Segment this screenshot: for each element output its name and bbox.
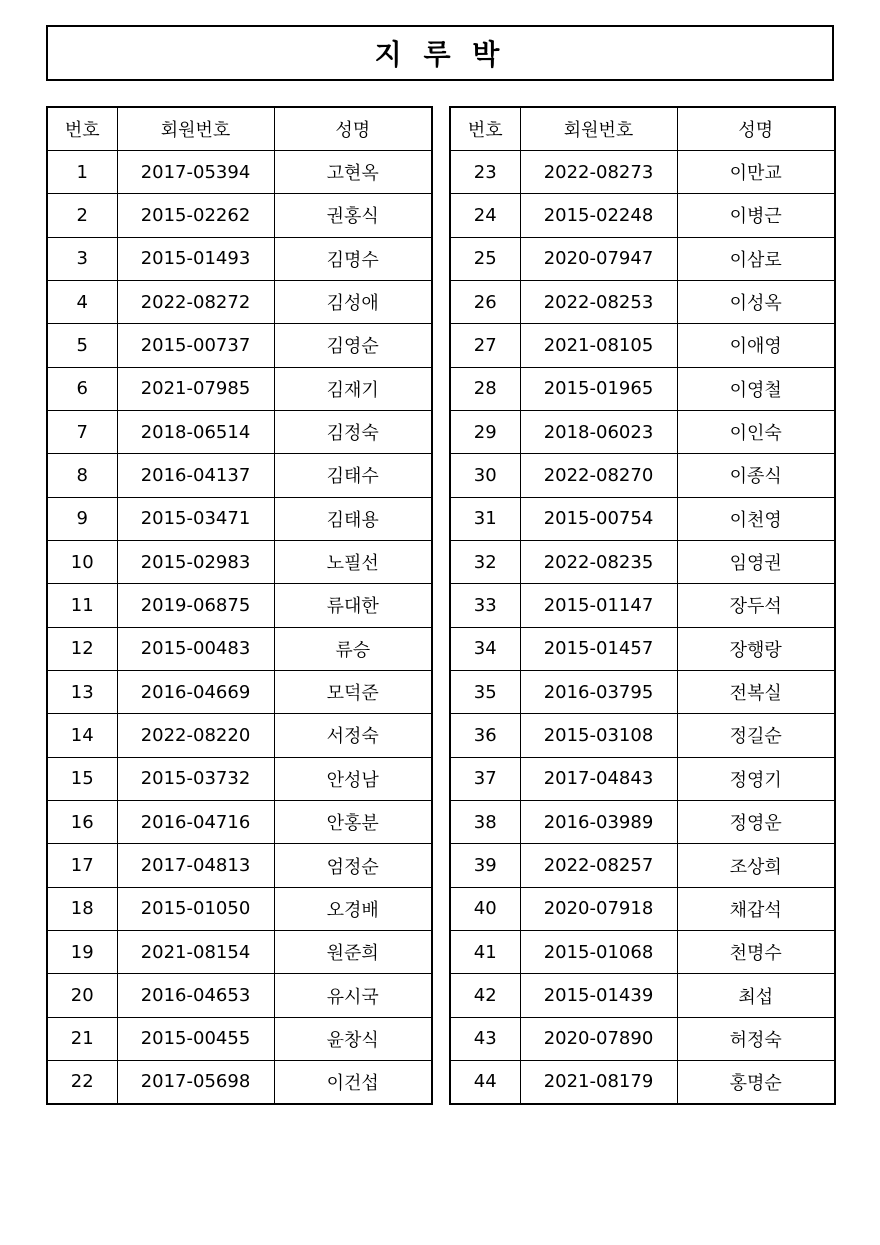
table-row	[450, 844, 835, 887]
table-row	[450, 714, 835, 757]
cell-name: 허정숙	[677, 1017, 835, 1060]
cell-member-id: 2016-04716	[117, 801, 274, 844]
cell-member-id: 2016-04669	[117, 670, 274, 713]
table-row	[450, 410, 835, 453]
table-row	[47, 150, 432, 193]
cell-member-id: 2015-01439	[520, 974, 677, 1017]
table-row	[47, 844, 432, 887]
cell-member-id: 2018-06514	[117, 410, 274, 453]
cell-name: 임영권	[677, 540, 835, 583]
header-name: 성명	[274, 107, 432, 150]
cell-name: 권홍식	[274, 194, 432, 237]
table-row	[450, 801, 835, 844]
cell-member-id: 2015-01457	[520, 627, 677, 670]
cell-no: 26	[450, 280, 520, 323]
cell-member-id: 2022-08272	[117, 280, 274, 323]
table-header-row	[450, 107, 835, 150]
table-row	[47, 801, 432, 844]
cell-member-id: 2015-00455	[117, 1017, 274, 1060]
cell-member-id: 2016-03795	[520, 670, 677, 713]
cell-no: 35	[450, 670, 520, 713]
cell-name: 조상희	[677, 844, 835, 887]
page-title: 지 루 박	[46, 25, 834, 81]
cell-no: 28	[450, 367, 520, 410]
cell-name: 정길순	[677, 714, 835, 757]
cell-member-id: 2017-05394	[117, 150, 274, 193]
cell-name: 엄정순	[274, 844, 432, 887]
cell-name: 류승	[274, 627, 432, 670]
cell-no: 27	[450, 324, 520, 367]
cell-no: 44	[450, 1061, 520, 1104]
table-row	[450, 324, 835, 367]
cell-name: 천명수	[677, 931, 835, 974]
cell-member-id: 2022-08257	[520, 844, 677, 887]
cell-no: 22	[47, 1061, 117, 1104]
table-row	[450, 540, 835, 583]
cell-name: 홍명순	[677, 1061, 835, 1104]
cell-no: 32	[450, 540, 520, 583]
cell-member-id: 2015-03471	[117, 497, 274, 540]
cell-member-id: 2015-01493	[117, 237, 274, 280]
header-no: 번호	[47, 107, 117, 150]
cell-no: 14	[47, 714, 117, 757]
cell-member-id: 2022-08253	[520, 280, 677, 323]
table-row	[47, 670, 432, 713]
cell-name: 최섭	[677, 974, 835, 1017]
cell-no: 31	[450, 497, 520, 540]
cell-no: 6	[47, 367, 117, 410]
cell-name: 김명수	[274, 237, 432, 280]
cell-member-id: 2015-02262	[117, 194, 274, 237]
table-row	[47, 627, 432, 670]
table-row	[450, 627, 835, 670]
cell-no: 3	[47, 237, 117, 280]
cell-name: 김재기	[274, 367, 432, 410]
cell-member-id: 2015-00754	[520, 497, 677, 540]
cell-member-id: 2015-00737	[117, 324, 274, 367]
table-row	[47, 194, 432, 237]
cell-member-id: 2021-08105	[520, 324, 677, 367]
table-row	[47, 497, 432, 540]
table-row	[47, 974, 432, 1017]
cell-member-id: 2015-03108	[520, 714, 677, 757]
member-table-left-body	[47, 150, 432, 1104]
cell-no: 29	[450, 410, 520, 453]
cell-name: 김성애	[274, 280, 432, 323]
cell-name: 이영철	[677, 367, 835, 410]
table-row	[450, 150, 835, 193]
cell-no: 16	[47, 801, 117, 844]
cell-no: 13	[47, 670, 117, 713]
table-row	[450, 367, 835, 410]
cell-no: 30	[450, 454, 520, 497]
cell-name: 안성남	[274, 757, 432, 800]
cell-name: 김태수	[274, 454, 432, 497]
cell-name: 장행랑	[677, 627, 835, 670]
table-row	[450, 584, 835, 627]
member-table-right	[449, 106, 836, 1105]
cell-no: 7	[47, 410, 117, 453]
table-row	[47, 237, 432, 280]
cell-member-id: 2016-03989	[520, 801, 677, 844]
cell-member-id: 2016-04137	[117, 454, 274, 497]
cell-member-id: 2017-04813	[117, 844, 274, 887]
cell-no: 17	[47, 844, 117, 887]
cell-no: 5	[47, 324, 117, 367]
cell-name: 이건섭	[274, 1061, 432, 1104]
cell-name: 노필선	[274, 540, 432, 583]
cell-name: 류대한	[274, 584, 432, 627]
cell-member-id: 2021-08154	[117, 931, 274, 974]
cell-member-id: 2020-07947	[520, 237, 677, 280]
table-row	[450, 757, 835, 800]
cell-no: 34	[450, 627, 520, 670]
cell-member-id: 2020-07918	[520, 887, 677, 930]
cell-name: 이종식	[677, 454, 835, 497]
cell-name: 모덕준	[274, 670, 432, 713]
cell-no: 9	[47, 497, 117, 540]
cell-name: 정영기	[677, 757, 835, 800]
cell-name: 김영순	[274, 324, 432, 367]
cell-no: 2	[47, 194, 117, 237]
header-no: 번호	[450, 107, 520, 150]
cell-name: 원준희	[274, 931, 432, 974]
cell-member-id: 2015-01068	[520, 931, 677, 974]
table-row	[47, 757, 432, 800]
cell-no: 39	[450, 844, 520, 887]
table-row	[450, 497, 835, 540]
member-table-left	[46, 106, 433, 1105]
cell-no: 38	[450, 801, 520, 844]
table-row	[450, 1017, 835, 1060]
cell-no: 1	[47, 150, 117, 193]
cell-no: 18	[47, 887, 117, 930]
cell-name: 서정숙	[274, 714, 432, 757]
cell-name: 이천영	[677, 497, 835, 540]
cell-no: 12	[47, 627, 117, 670]
cell-name: 정영운	[677, 801, 835, 844]
cell-no: 40	[450, 887, 520, 930]
cell-name: 안홍분	[274, 801, 432, 844]
cell-member-id: 2015-02248	[520, 194, 677, 237]
cell-member-id: 2019-06875	[117, 584, 274, 627]
cell-no: 42	[450, 974, 520, 1017]
cell-member-id: 2021-08179	[520, 1061, 677, 1104]
cell-name: 이병근	[677, 194, 835, 237]
table-row	[47, 584, 432, 627]
table-row	[450, 670, 835, 713]
table-row	[450, 974, 835, 1017]
cell-name: 고현옥	[274, 150, 432, 193]
header-member-id: 회원번호	[520, 107, 677, 150]
table-row	[450, 931, 835, 974]
cell-member-id: 2016-04653	[117, 974, 274, 1017]
header-member-id: 회원번호	[117, 107, 274, 150]
cell-name: 오경배	[274, 887, 432, 930]
cell-no: 43	[450, 1017, 520, 1060]
cell-name: 이인숙	[677, 410, 835, 453]
table-row	[47, 454, 432, 497]
table-row	[47, 1061, 432, 1104]
cell-name: 김태용	[274, 497, 432, 540]
table-row	[47, 1017, 432, 1060]
cell-no: 4	[47, 280, 117, 323]
cell-member-id: 2022-08235	[520, 540, 677, 583]
cell-name: 윤창식	[274, 1017, 432, 1060]
cell-member-id: 2018-06023	[520, 410, 677, 453]
table-row	[47, 714, 432, 757]
table-row	[47, 324, 432, 367]
cell-name: 이애영	[677, 324, 835, 367]
table-row	[450, 454, 835, 497]
cell-member-id: 2022-08220	[117, 714, 274, 757]
cell-member-id: 2015-00483	[117, 627, 274, 670]
cell-name: 채갑석	[677, 887, 835, 930]
table-row	[450, 280, 835, 323]
cell-no: 11	[47, 584, 117, 627]
cell-member-id: 2022-08273	[520, 150, 677, 193]
cell-name: 전복실	[677, 670, 835, 713]
cell-name: 이만교	[677, 150, 835, 193]
cell-no: 33	[450, 584, 520, 627]
cell-member-id: 2022-08270	[520, 454, 677, 497]
cell-no: 41	[450, 931, 520, 974]
table-row	[450, 1061, 835, 1104]
cell-no: 8	[47, 454, 117, 497]
cell-member-id: 2021-07985	[117, 367, 274, 410]
table-row	[47, 540, 432, 583]
header-name: 성명	[677, 107, 835, 150]
table-row	[47, 367, 432, 410]
cell-name: 이삼로	[677, 237, 835, 280]
table-row	[450, 237, 835, 280]
table-row	[450, 887, 835, 930]
cell-no: 15	[47, 757, 117, 800]
table-row	[450, 194, 835, 237]
cell-name: 유시국	[274, 974, 432, 1017]
cell-member-id: 2015-01147	[520, 584, 677, 627]
table-row	[47, 410, 432, 453]
cell-no: 20	[47, 974, 117, 1017]
cell-no: 25	[450, 237, 520, 280]
cell-member-id: 2017-04843	[520, 757, 677, 800]
cell-no: 10	[47, 540, 117, 583]
table-row	[47, 931, 432, 974]
cell-member-id: 2015-01050	[117, 887, 274, 930]
cell-name: 김정숙	[274, 410, 432, 453]
cell-no: 37	[450, 757, 520, 800]
cell-name: 이성옥	[677, 280, 835, 323]
cell-no: 36	[450, 714, 520, 757]
cell-member-id: 2015-02983	[117, 540, 274, 583]
table-row	[47, 887, 432, 930]
cell-member-id: 2015-01965	[520, 367, 677, 410]
cell-no: 21	[47, 1017, 117, 1060]
cell-no: 19	[47, 931, 117, 974]
cell-member-id: 2017-05698	[117, 1061, 274, 1104]
cell-name: 장두석	[677, 584, 835, 627]
cell-member-id: 2020-07890	[520, 1017, 677, 1060]
member-table-right-body	[450, 150, 835, 1104]
table-header-row	[47, 107, 432, 150]
cell-no: 24	[450, 194, 520, 237]
cell-no: 23	[450, 150, 520, 193]
cell-member-id: 2015-03732	[117, 757, 274, 800]
table-row	[47, 280, 432, 323]
